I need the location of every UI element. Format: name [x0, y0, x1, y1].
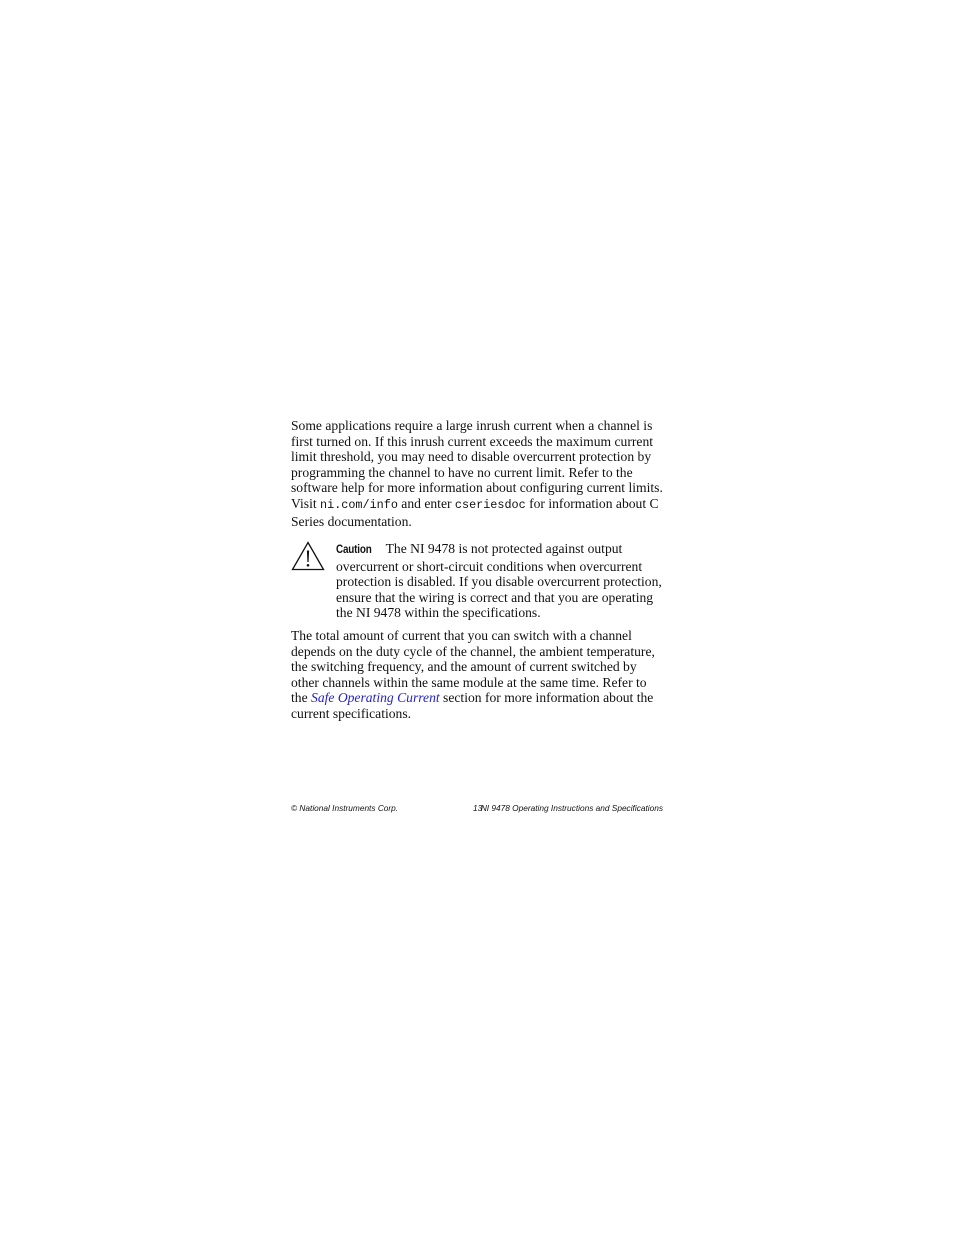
caution-body: The NI 9478 is not protected against output overcurrent or short-circuit conditions when overcurrent protection is disabled. If you disable overcurrent protection, ensure that the wiring is correct and that you are operating the NI 9478 within the specifications. — [336, 541, 662, 621]
para1-text-end: for information about C Series documentation. — [291, 495, 659, 529]
para2-text-end: section for more information about the current specifications. — [291, 690, 654, 721]
caution-notice — [291, 541, 663, 621]
para2-text-start: The total amount of current that you can switch with a channel depends on the duty cycle of the channel, the ambient temperature, the switching frequency, and the amount of current switched by other channels within the same module at the same time. Refer to the — [291, 628, 655, 706]
footer-copyright: © National Instruments Corp. — [291, 803, 399, 813]
footer-doc-title: NI 9478 Operating Instructions and Specifications — [480, 803, 663, 813]
caution-text — [336, 541, 663, 621]
safe-operating-current-link[interactable]: Safe Operating Current — [311, 690, 440, 706]
para1-text-start: Some applications require a large inrush current when a channel is first turned on. If this inrush current exceeds the maximum current limit threshold, you may need to disable overcurrent protection by programming the channel to have no current limit. Refer to the software help for more information about configuring current limits. Visit — [291, 418, 663, 511]
para1-text-mid: and enter — [397, 495, 455, 511]
info-code: cseriesdoc — [454, 497, 526, 512]
info-url: ni.com/info — [320, 497, 398, 512]
footer-page-number: 13 — [473, 803, 483, 813]
total-current-paragraph — [291, 628, 663, 722]
warning-triangle-icon — [291, 541, 325, 571]
page-footer — [291, 802, 663, 814]
caution-label: Caution — [336, 544, 372, 556]
inrush-current-paragraph — [291, 418, 663, 529]
